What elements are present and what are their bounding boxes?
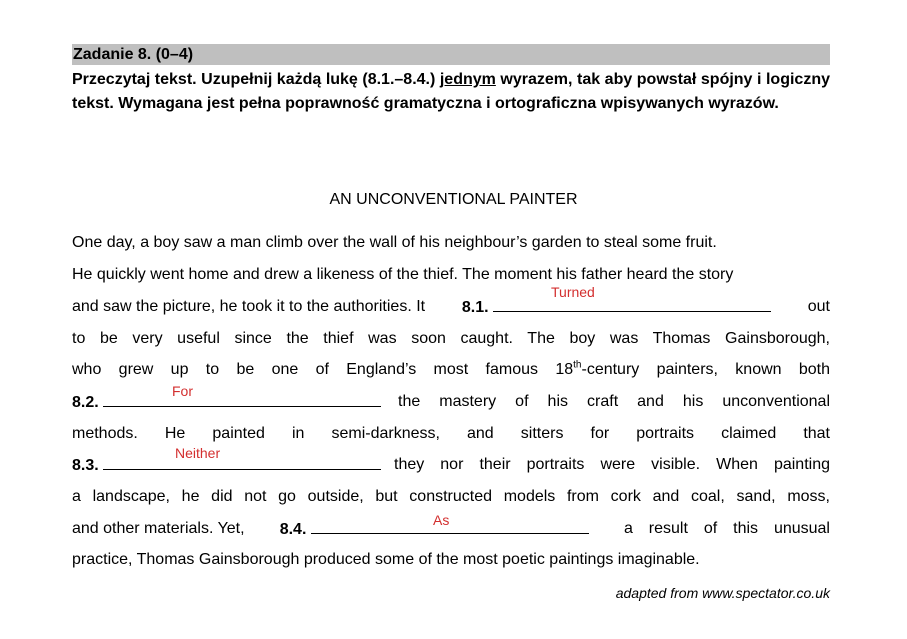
line5-before: who grew up to be one of England’s most famous 18 [72, 361, 574, 378]
gap-1 [462, 296, 771, 319]
line8-after: they nor their portraits were visible. When painting [394, 456, 830, 473]
gap-3 [72, 454, 381, 477]
instruction-part1: Przeczytaj tekst. Uzupełnij każdą lukę (8.1.–8.4.) [72, 71, 436, 88]
line10-before: and other materials. Yet, [72, 520, 245, 537]
line3-before: and saw the picture, he took it to the authorities. It [72, 298, 426, 315]
line10-after: a result of this unusual [623, 520, 830, 537]
answer-3-handwritten: Neither [175, 445, 221, 461]
text-title: AN UNCONVENTIONAL PAINTER [329, 191, 578, 208]
gap-4-field[interactable] [311, 518, 589, 534]
answer-4-handwritten: As [433, 512, 450, 528]
gap-3-number: 8.3. [72, 457, 99, 474]
text-line [72, 328, 830, 350]
gap-1-number: 8.1. [461, 299, 489, 316]
source-credit: adapted from www.spectator.co.uk [615, 585, 830, 601]
text-line-gap-1 [72, 296, 830, 319]
text-line [72, 359, 830, 381]
gap-4-number: 8.4. [279, 521, 307, 538]
line6-after: the mastery of his craft and his unconventional [398, 393, 830, 410]
text-line-gap-4 [72, 518, 830, 541]
instruction-underlined: jednym [439, 71, 496, 88]
task-instruction [72, 68, 830, 116]
task-header-label: Zadanie 8. (0–4) [73, 46, 194, 63]
text-line: methods. He painted in semi-darkness, and sitters for portraits claimed that [72, 425, 830, 442]
line3-after: out [807, 298, 830, 315]
line5-after: -century painters, known both [581, 361, 830, 378]
gap-2 [72, 391, 381, 414]
line4-text: to be very useful since the thief was soon caught. The boy was Thomas Gainsborough, [72, 330, 830, 347]
gap-2-number: 8.2. [72, 394, 99, 411]
text-line: a landscape, he did not go outside, but constructed models from cork and coal, sand, moss, [72, 488, 830, 505]
line5-sup: th [573, 359, 582, 371]
answer-2-handwritten: For [172, 383, 193, 399]
gap-2-field[interactable] [103, 391, 381, 407]
gap-1-field[interactable] [493, 296, 771, 312]
task-header [72, 44, 830, 65]
text-line: He quickly went home and drew a likeness of the thief. The moment his father heard the story [72, 266, 734, 283]
text-line: One day, a boy saw a man climb over the wall of his neighbour’s garden to steal some fruit. [72, 234, 717, 251]
answer-1-handwritten: Turned [551, 284, 595, 300]
instruction-part2: wyrazem, tak aby powstał spójny i logiczny tekst. Wymagana jest pełna poprawność gramatyczna i ortograficzna wpisywanych wyrazów. [72, 71, 830, 112]
text-line: practice, Thomas Gainsborough produced some of the most poetic paintings imaginable. [72, 551, 700, 568]
gap-3-field[interactable] [103, 454, 381, 470]
